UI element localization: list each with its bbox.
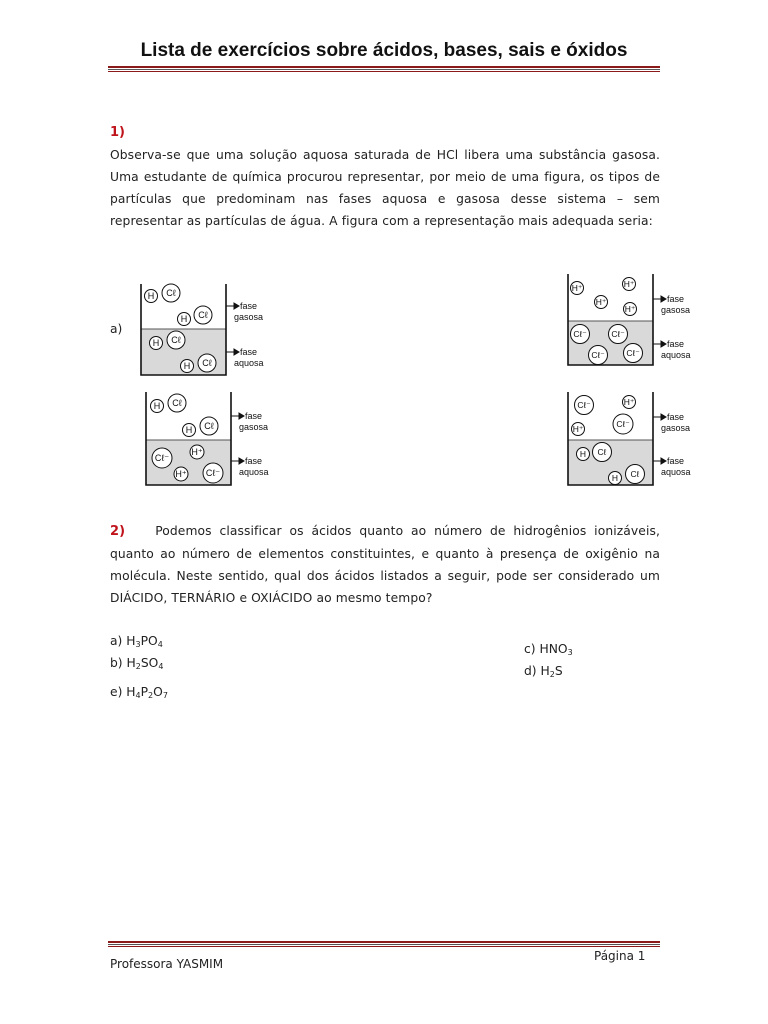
particle-label: H⁺ bbox=[623, 397, 635, 407]
particle-label: H bbox=[185, 425, 193, 435]
phase-label: gasosa bbox=[661, 305, 691, 315]
particle-label: Cℓ bbox=[166, 288, 176, 298]
particle-label: H⁺ bbox=[175, 469, 187, 479]
particle-label: H⁺ bbox=[595, 297, 607, 307]
phase-label: aquosa bbox=[661, 350, 691, 360]
particle-label: H⁺ bbox=[191, 447, 203, 457]
option-c: c) $HNO_3$ bbox=[524, 642, 573, 657]
particle-label: H⁺ bbox=[572, 424, 584, 434]
option-d: d) $H_2S$ bbox=[524, 664, 563, 679]
footer-divider bbox=[108, 941, 660, 947]
particle-label: Cℓ bbox=[171, 335, 181, 345]
question-2-text: Podemos classificar os ácidos quanto ao número de hidrogênios ionizáveis, quanto ao número de elementos constituintes, e quanto à presença de oxigênio na molécula. Neste sentido, qual dos ácidos listados a seguir, pode ser considerado um DIÁCIDO, TERNÁRIO e OXIÁCIDO ao mesmo tempo? bbox=[110, 524, 660, 605]
footer-author: Professora YASMIM bbox=[110, 957, 224, 971]
phase-label: gasosa bbox=[234, 312, 264, 322]
particle-label: Cℓ bbox=[204, 421, 214, 431]
particle-label: H bbox=[147, 291, 155, 301]
option-e: e) $H_4P_2O_7$ bbox=[110, 685, 168, 700]
particle-label: Cℓ⁻ bbox=[154, 453, 170, 463]
option-a-label: a) bbox=[110, 322, 123, 336]
phase-label: gasosa bbox=[239, 422, 269, 432]
phase-label: fase bbox=[667, 412, 685, 422]
particle-label: Cℓ⁻ bbox=[205, 468, 221, 478]
page-title: Lista de exercícios sobre ácidos, bases, sais e óxidos bbox=[140, 40, 628, 61]
particle-label: Cℓ⁻ bbox=[577, 400, 591, 410]
particle-label: Cℓ bbox=[630, 469, 640, 479]
figure-option-a bbox=[136, 282, 276, 380]
header-divider bbox=[108, 66, 660, 72]
option-b: b) $H_2SO_4$ bbox=[110, 656, 164, 671]
page-number: Página 1 bbox=[594, 949, 646, 963]
particle-label: Cℓ⁻ bbox=[611, 329, 625, 339]
figure-option-d bbox=[563, 390, 703, 490]
phase-label: gasosa bbox=[661, 423, 691, 433]
figure-option-c bbox=[141, 390, 281, 490]
particle-label: H⁺ bbox=[623, 279, 635, 289]
particle-label: Cℓ⁻ bbox=[573, 329, 587, 339]
particle-label: Cℓ⁻ bbox=[626, 348, 640, 358]
figure-option-b bbox=[563, 272, 703, 370]
question-1-number: 1) bbox=[110, 125, 125, 140]
phase-label: fase bbox=[667, 339, 685, 349]
particle-label: H⁺ bbox=[571, 283, 583, 293]
phase-label: fase bbox=[245, 411, 263, 421]
particle-label: H bbox=[152, 338, 160, 348]
particle-label: H bbox=[579, 449, 587, 459]
phase-label: fase bbox=[245, 456, 263, 466]
phase-label: fase bbox=[667, 456, 685, 466]
particle-label: Cℓ⁻ bbox=[591, 350, 605, 360]
option-a: a) $H_3PO_4$ bbox=[110, 634, 163, 649]
question-2-number: 2) bbox=[110, 524, 126, 539]
particle-label: Cℓ⁻ bbox=[616, 419, 630, 429]
particle-label: H bbox=[180, 314, 188, 324]
question-2 bbox=[110, 520, 660, 609]
question-1-text: Observa-se que uma solução aquosa saturada de HCl libera uma substância gasosa. Uma estudante de química procurou representar, por meio de uma figura, os tipos de partículas que predominam nas fases aquosa e gasosa desse sistema – sem representar as partículas de água. A figura com a representação mais adequada seria: bbox=[110, 148, 660, 228]
particle-label: Cℓ bbox=[172, 398, 182, 408]
phase-label: aquosa bbox=[234, 358, 264, 368]
phase-label: fase bbox=[240, 301, 258, 311]
particle-label: H bbox=[183, 361, 191, 371]
particle-label: H bbox=[153, 401, 161, 411]
phase-label: fase bbox=[667, 294, 685, 304]
particle-label: H⁺ bbox=[624, 304, 636, 314]
particle-label: H bbox=[611, 473, 619, 483]
particle-label: Cℓ bbox=[597, 447, 607, 457]
phase-label: aquosa bbox=[239, 467, 269, 477]
phase-label: fase bbox=[240, 347, 258, 357]
particle-label: Cℓ bbox=[202, 358, 212, 368]
particle-label: Cℓ bbox=[198, 310, 208, 320]
phase-label: aquosa bbox=[661, 467, 691, 477]
